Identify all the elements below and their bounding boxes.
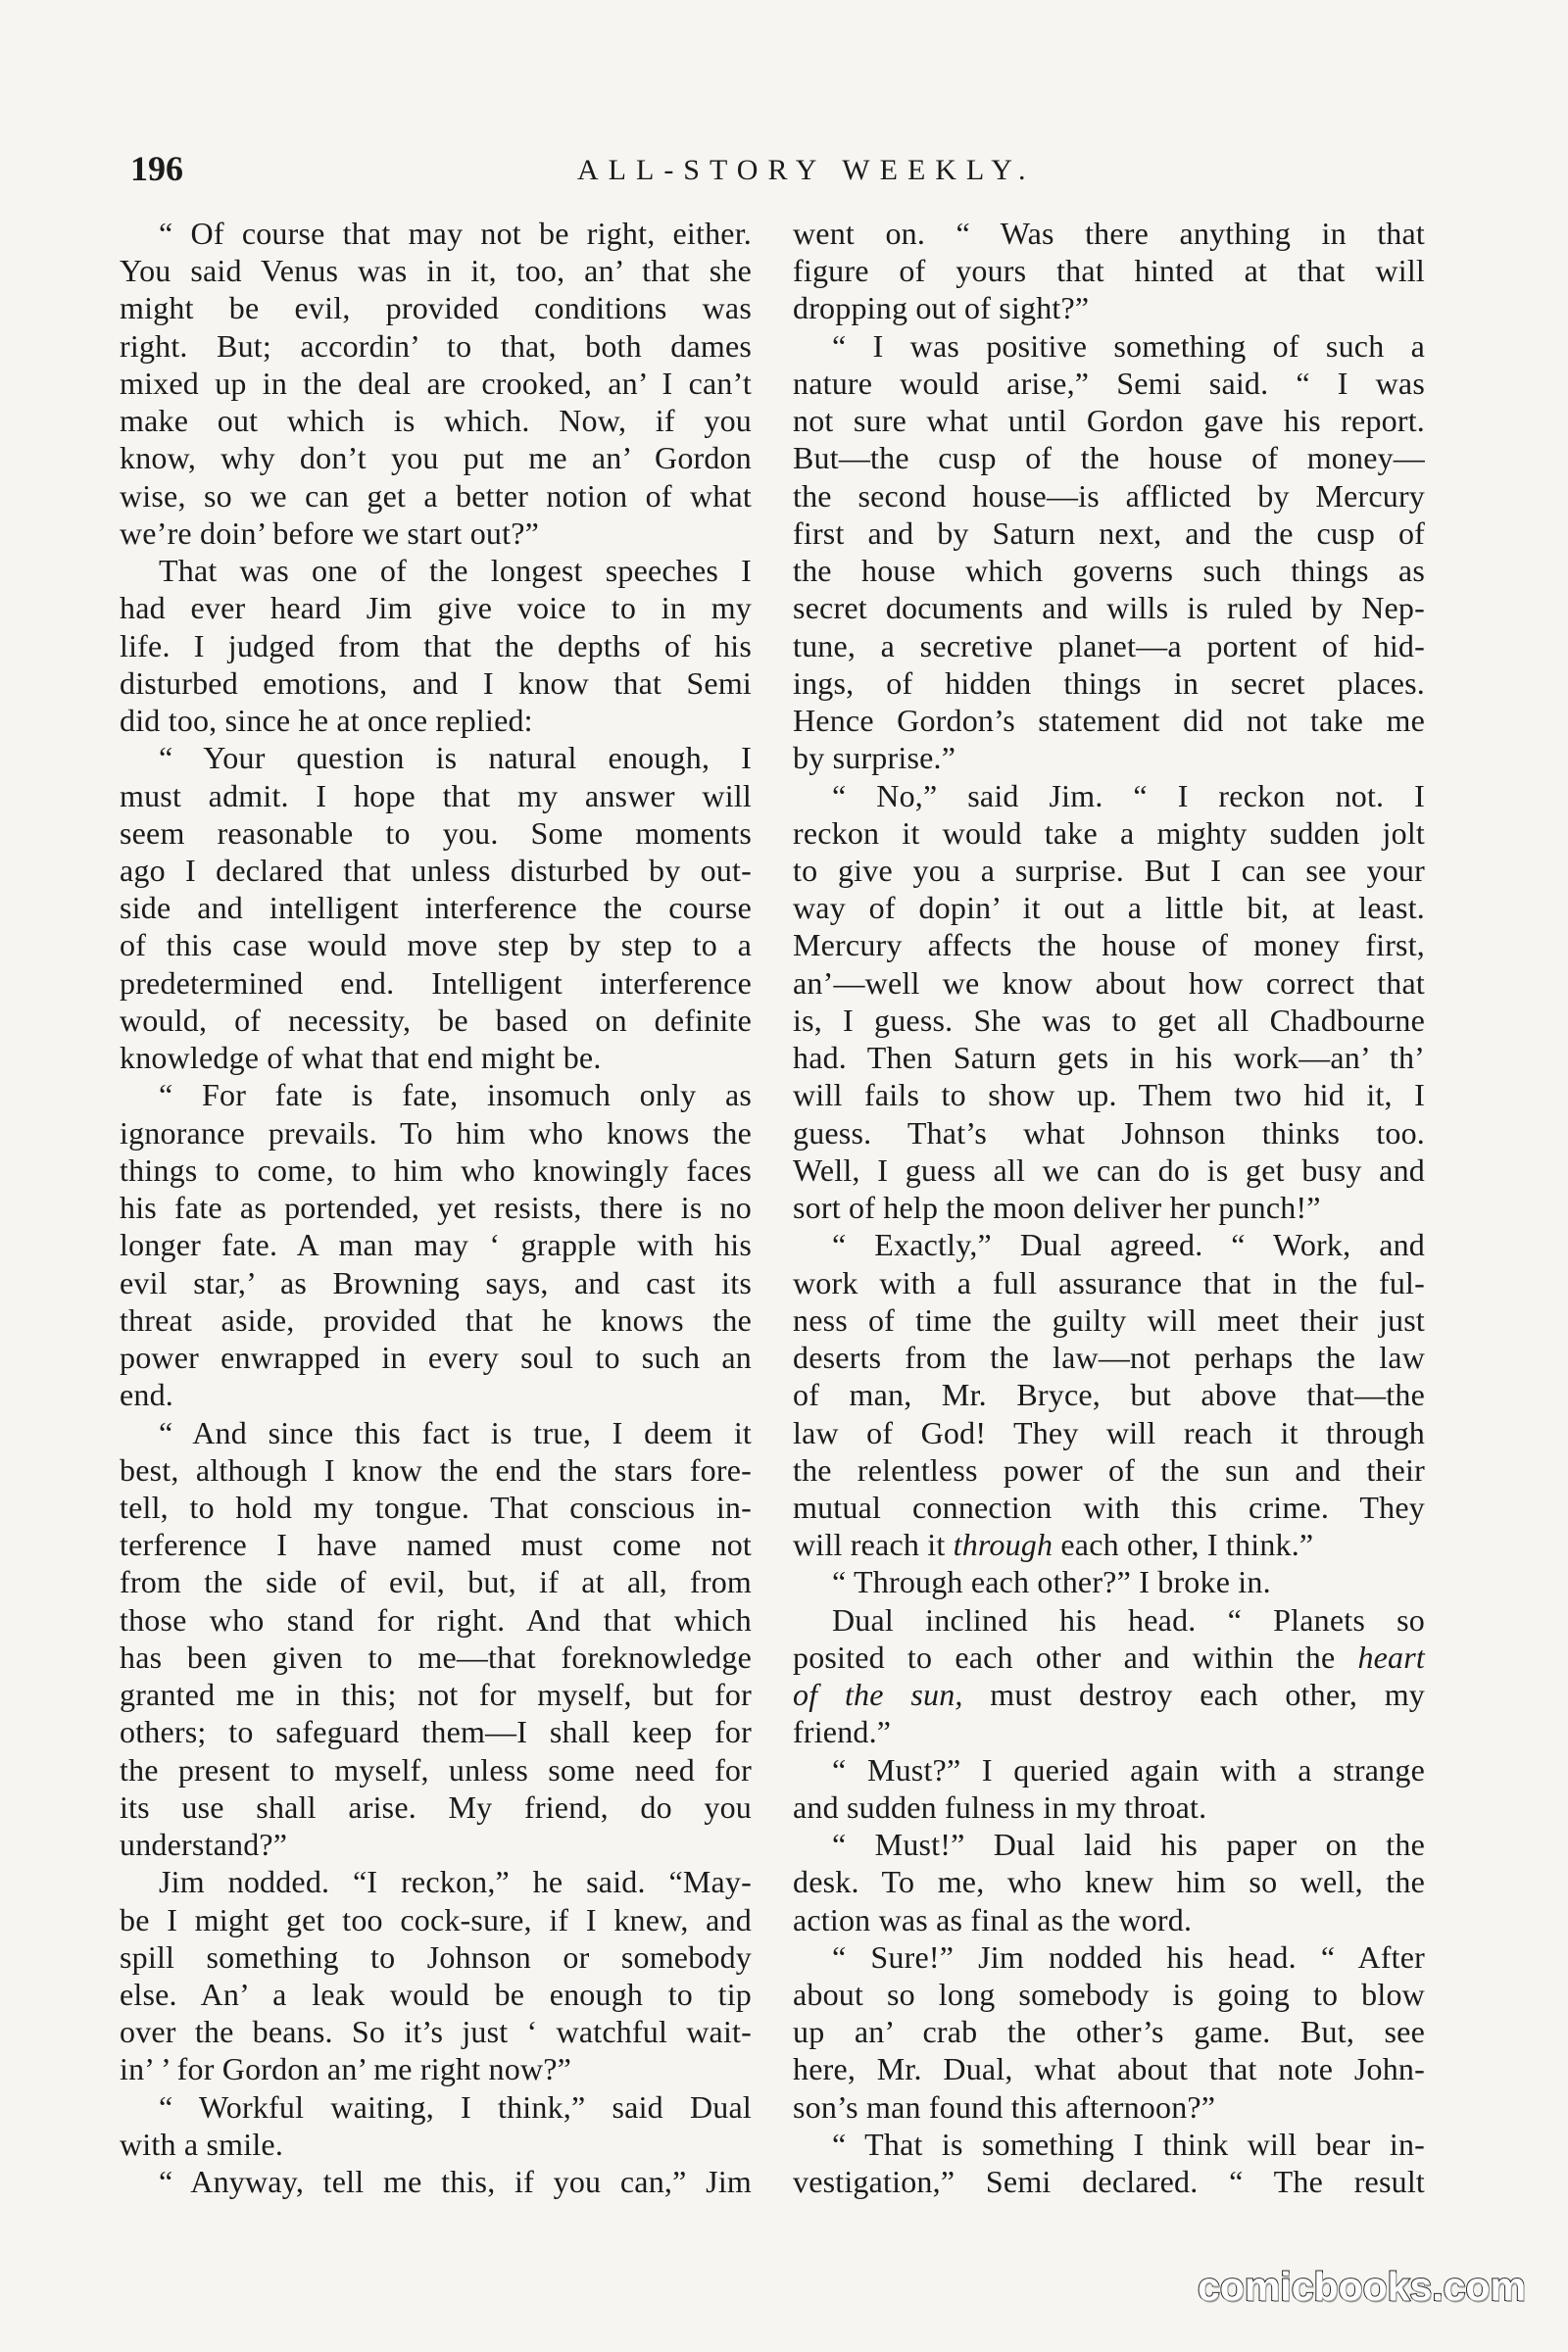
italic-text: of the sun, [793, 1677, 963, 1713]
text-line: right. But; accordin’ to that, both dames [120, 327, 752, 364]
text-line: to give you a surprise. But I can see your [793, 852, 1425, 888]
text-line: end. [120, 1377, 174, 1413]
text-line: spill something to Johnson or somebody [120, 1938, 752, 1975]
text-line: “ Sure!” Jim nodded his head. “ After [832, 1938, 1425, 1975]
paragraph [120, 2088, 752, 2163]
text-line: son’s man found this afternoon?” [793, 2088, 1216, 2125]
paragraph [120, 1863, 752, 2087]
italic-text: through [953, 1527, 1054, 1563]
text-line: will fails to show up. Them two hid it, I [793, 1077, 1425, 1113]
page-number: 196 [130, 149, 183, 188]
text-line: “ No,” said Jim. “ I reckon not. I [832, 777, 1425, 813]
text-line: secret documents and wills is ruled by Nep- [793, 590, 1425, 626]
text-line: life. I judged from that the depths of his [120, 627, 752, 663]
text-line: guess. That’s what Johnson thinks too. [793, 1114, 1425, 1151]
paragraph [793, 1601, 1425, 1751]
text-line: from the side of evil, but, if at all, from [120, 1564, 752, 1600]
text-line: “ Through each other?” I broke in. [832, 1564, 1271, 1600]
text-line: not sure what until Gordon gave his report. [793, 403, 1425, 439]
text-line: “ For fate is fate, insomuch only as [159, 1077, 752, 1113]
text-line: “ I was positive something of such a [832, 327, 1425, 364]
text-line: know, why don’t you put me an’ Gordon [120, 440, 752, 476]
text-segment: will reach it [793, 1527, 954, 1563]
text-line: his fate as portended, yet resists, there is no [120, 1190, 752, 1226]
text-line: “ Must!” Dual laid his paper on the [832, 1827, 1425, 1863]
italic-text: heart [1357, 1639, 1425, 1675]
text-line: wise, so we can get a better notion of what [120, 477, 752, 514]
text-line: make out which is which. Now, if you [120, 403, 752, 439]
text-segment: each other, I think.” [1053, 1527, 1314, 1563]
text-line: about so long somebody is going to blow [793, 1977, 1425, 2013]
text-line: up an’ crab the other’s game. But, see [793, 2014, 1425, 2050]
text-line: “ Workful waiting, I think,” said Dual [159, 2088, 752, 2125]
text-line: seem reasonable to you. Some moments [120, 814, 752, 851]
paragraph [793, 777, 1425, 1227]
text-line: the relentless power of the sun and their [793, 1451, 1425, 1488]
paragraph [793, 1751, 1425, 1826]
text-line: deserts from the law—not perhaps the law [793, 1340, 1425, 1376]
text-line: vestigation,” Semi declared. “ The result [793, 2164, 1425, 2200]
left-column [120, 215, 752, 2200]
text-line: would, of necessity, be based on definite [120, 1002, 752, 1038]
text-line [793, 1639, 1425, 1676]
text-line: threat aside, provided that he knows the [120, 1301, 752, 1338]
paragraph [793, 327, 1425, 777]
text-line: here, Mr. Dual, what about that note John- [793, 2051, 1425, 2087]
paragraph [793, 1563, 1425, 1600]
paragraph [793, 1226, 1425, 1563]
paragraph [793, 215, 1425, 327]
text-line: Hence Gordon’s statement did not take me [793, 703, 1425, 739]
text-line: we’re doin’ before we start out?” [120, 514, 540, 551]
text-line: those who stand for right. And that which [120, 1601, 752, 1638]
text-line: ings, of hidden things in secret places. [793, 664, 1425, 701]
text-line: desk. To me, who knew him so well, the [793, 1864, 1425, 1900]
text-line: “ Of course that may not be right, either. [159, 216, 752, 251]
running-title: ALL-STORY WEEKLY. [577, 154, 1036, 186]
right-column [793, 215, 1425, 2200]
text-line: sort of help the moon deliver her punch!” [793, 1190, 1321, 1226]
text-line: knowledge of what that end might be. [120, 1040, 602, 1076]
text-line [793, 1676, 1425, 1713]
paragraph [120, 215, 752, 552]
text-line: tell, to hold my tongue. That conscious in- [120, 1489, 752, 1525]
text-line: ness of time the guilty will meet their just [793, 1301, 1425, 1338]
text-line: disturbed emotions, and I know that Semi [120, 664, 752, 701]
text-line: the present to myself, unless some need for [120, 1751, 752, 1788]
text-line: dropping out of sight?” [793, 290, 1090, 326]
text-line: predetermined end. Intelligent interference [120, 964, 752, 1001]
text-line: of man, Mr. Bryce, but above that—the [793, 1377, 1425, 1413]
text-line: mutual connection with this crime. They [793, 1489, 1425, 1525]
text-line: side and intelligent interference the course [120, 890, 752, 926]
text-line: of this case would move step by step to a [120, 927, 752, 963]
text-line: But—the cusp of the house of money— [793, 440, 1425, 476]
text-line: Jim nodded. “I reckon,” he said. “May- [159, 1864, 752, 1900]
text-line: mixed up in the deal are crooked, an’ I can’t [120, 365, 752, 401]
text-line: friend.” [793, 1714, 892, 1750]
text-line: understand?” [120, 1827, 288, 1863]
text-line: first and by Saturn next, and the cusp of [793, 514, 1425, 551]
text-line: “ Anyway, tell me this, if you can,” Jim [159, 2164, 752, 2200]
text-line: reckon it would take a mighty sudden jolt [793, 814, 1425, 851]
text-line: best, although I know the end the stars fore- [120, 1451, 752, 1488]
text-line: might be evil, provided conditions was [120, 290, 752, 326]
text-line: You said Venus was in it, too, an’ that she [120, 253, 752, 289]
watermark: comicbooks.com [1198, 2264, 1526, 2309]
text-line: “ And since this fact is true, I deem it [159, 1414, 752, 1450]
paragraph [793, 1826, 1425, 1938]
text-line: had ever heard Jim give voice to in my [120, 590, 752, 626]
text-line: law of God! They will reach it through [793, 1414, 1425, 1450]
text-line: granted me in this; not for myself, but for [120, 1677, 752, 1713]
text-line: did too, since he at once replied: [120, 703, 533, 739]
text-line: “ Must?” I queried again with a strange [832, 1751, 1425, 1788]
paragraph [120, 739, 752, 1076]
text-line: way of dopin’ it out a little bit, at least. [793, 890, 1425, 926]
text-line: tune, a secretive planet—a portent of hid- [793, 627, 1425, 663]
text-line: with a smile. [120, 2126, 284, 2162]
text-line: has been given to me—that foreknowledge [120, 1639, 752, 1675]
paragraph [120, 552, 752, 739]
text-line: evil star,’ as Browning says, and cast its [120, 1264, 752, 1300]
text-line: “ Your question is natural enough, I [159, 740, 752, 776]
text-line: That was one of the longest speeches I [159, 553, 752, 589]
text-line: the house which governs such things as [793, 553, 1425, 589]
paragraph [793, 1938, 1425, 2126]
text-line: Dual inclined his head. “ Planets so [832, 1601, 1425, 1638]
text-line: longer fate. A man may ‘ grapple with his [120, 1227, 752, 1263]
text-line: others; to safeguard them—I shall keep for [120, 1714, 752, 1750]
text-line: by surprise.” [793, 740, 956, 776]
text-line: power enwrapped in every soul to such an [120, 1340, 752, 1376]
text-line: went on. “ Was there anything in that [793, 216, 1425, 251]
text-line: else. An’ a leak would be enough to tip [120, 1977, 752, 2013]
text-line: had. Then Saturn gets in his work—an’ th’ [793, 1040, 1425, 1076]
text-line: Well, I guess all we can do is get busy and [793, 1152, 1425, 1188]
text-line: terference I have named must come not [120, 1527, 752, 1563]
text-line: is, I guess. She was to get all Chadbourne [793, 1002, 1425, 1038]
text-line: its use shall arise. My friend, do you [120, 1788, 752, 1825]
paragraph [793, 2126, 1425, 2200]
paragraph [120, 2163, 752, 2200]
text-line: and sudden fulness in my throat. [793, 1788, 1207, 1825]
text-segment: posited to each other and within the [793, 1639, 1358, 1675]
text-line: things to come, to him who knowingly faces [120, 1152, 752, 1188]
text-line [793, 1526, 1425, 1563]
text-line: over the beans. So it’s just ‘ watchful wait- [120, 2014, 752, 2050]
text-line: action was as final as the word. [793, 1901, 1193, 1937]
text-line: figure of yours that hinted at that will [793, 253, 1425, 289]
text-line: ignorance prevails. To him who knows the [120, 1114, 752, 1151]
text-line: in’ ’ for Gordon an’ me right now?” [120, 2051, 572, 2087]
text-line: “ Exactly,” Dual agreed. “ Work, and [832, 1227, 1425, 1263]
paragraph [120, 1414, 752, 1864]
text-line: be I might get too cock-sure, if I knew, and [120, 1901, 752, 1937]
text-segment: must destroy each other, my [962, 1677, 1425, 1713]
text-line: nature would arise,” Semi said. “ I was [793, 365, 1425, 401]
text-line: work with a full assurance that in the ful- [793, 1264, 1425, 1300]
text-line: the second house—is afflicted by Mercury [793, 477, 1425, 514]
text-line: ago I declared that unless disturbed by out- [120, 852, 752, 888]
text-line: “ That is something I think will bear in- [832, 2126, 1425, 2162]
text-line: must admit. I hope that my answer will [120, 777, 752, 813]
text-line: an’—well we know about how correct that [793, 964, 1425, 1001]
text-line: Mercury affects the house of money first, [793, 927, 1425, 963]
paragraph [120, 1076, 752, 1413]
